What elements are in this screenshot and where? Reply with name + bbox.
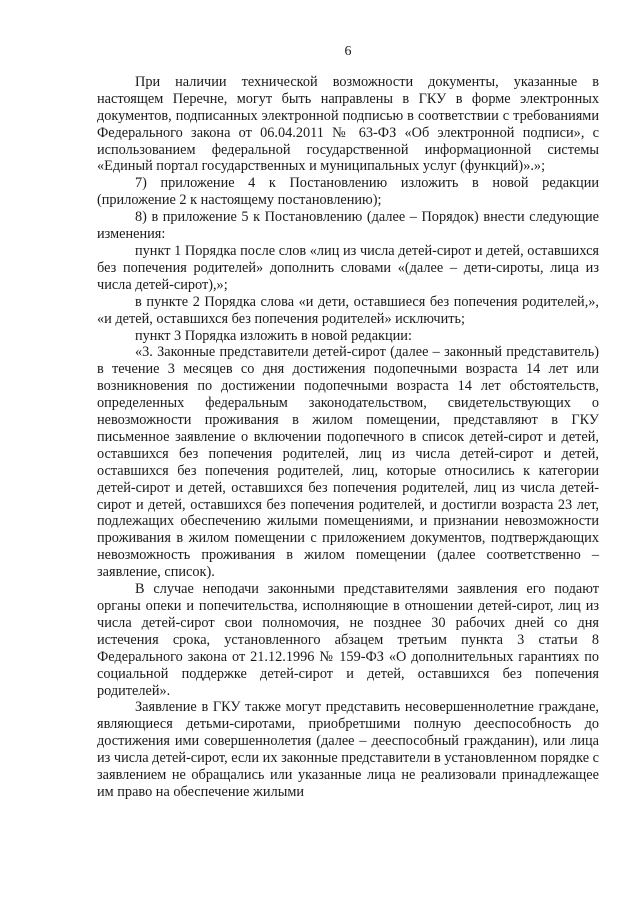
- paragraph-clause-1: пункт 1 Порядка после слов «лиц из числа детей-сирот и детей, оставшихся без попечения родителей» дополнить словами «(далее – дети-сироты, лица из числа детей-сирот),»;: [97, 242, 599, 293]
- page-number: 6: [344, 44, 352, 59]
- paragraph-non-submission: В случае неподачи законными представителями заявления его подают органы опеки и попечительства, исполняющие в отношении детей-сирот, лиц из числа детей-сирот свои полномочия, не позднее 30 рабочих дней со дня истечения срока, установленного абзацем третьим пункта 3 статьи 8 Федерального закона от 21.12.1996 № 159-ФЗ «О дополнительных гарантиях по социальной поддержке детей-сирот и детей, оставшихся без попечения родителей».: [97, 581, 599, 699]
- paragraph-application-minors: Заявление в ГКУ также могут представить несовершеннолетние граждане, являющиеся детьми-сиротами, приобретшими полную дееспособность до достижения ими совершеннолетия (далее – дееспособный гражданин), или лица из числа детей-сирот, если их законные представители в установленном порядке с заявлением не обращались или указанные лица не реализовали принадлежащее им право на обеспечение жилыми: [97, 699, 599, 800]
- paragraph-clause-3-intro: пункт 3 Порядка изложить в новой редакции:: [135, 327, 412, 344]
- paragraph-electronic-documents: При наличии технической возможности документы, указанные в настоящем Перечне, могут быть направлены в ГКУ в форме электронных документов, подписанных электронной подписью в соответствии с требованиями Федерального закона от 06.04.2011 № 63-ФЗ «Об электронной подписи», с использованием федеральной государственной информационной системы «Единый портал государственных и муниципальных услуг (функций)».»;: [97, 73, 599, 175]
- paragraph-clause-2: в пункте 2 Порядка слова «и дети, оставшиеся без попечения родителей,», «и детей, оставшихся без попечения родителей» исключить;: [97, 293, 599, 327]
- paragraph-item-8: 8) в приложение 5 к Постановлению (далее – Порядок) внести следующие изменения:: [97, 209, 599, 243]
- paragraph-clause-3-text: «3. Законные представители детей-сирот (далее – законный представитель) в течение 3 месяцев со дня достижения подопечными возраста 14 лет или возникновения по достижении подопечными возраста 14 лет обстоятельств, определенных федеральным законодательством, свидетельствующих о невозможности проживания в жилом помещении, представляют в ГКУ письменное заявление о включении подопечного в список детей-сирот и детей, оставшихся без попечения родителей, лиц из числа детей-сирот и детей, оставшихся без попечения родителей, лиц, которые относились к категории детей-сирот и детей, оставшихся без попечения родителей, лиц из числа детей-сирот и детей, оставшихся без попечения родителей, и достигли возраста 23 лет, подлежащих обеспечению жилыми помещениями, и признании невозможности проживания в жилом помещении с приложением документов, подтверждающих невозможность проживания в жилом помещении (далее соответственно – заявление, список).: [97, 344, 599, 581]
- paragraph-item-7: 7) приложение 4 к Постановлению изложить в новой редакции (приложение 2 к настоящему постановлению);: [97, 175, 599, 209]
